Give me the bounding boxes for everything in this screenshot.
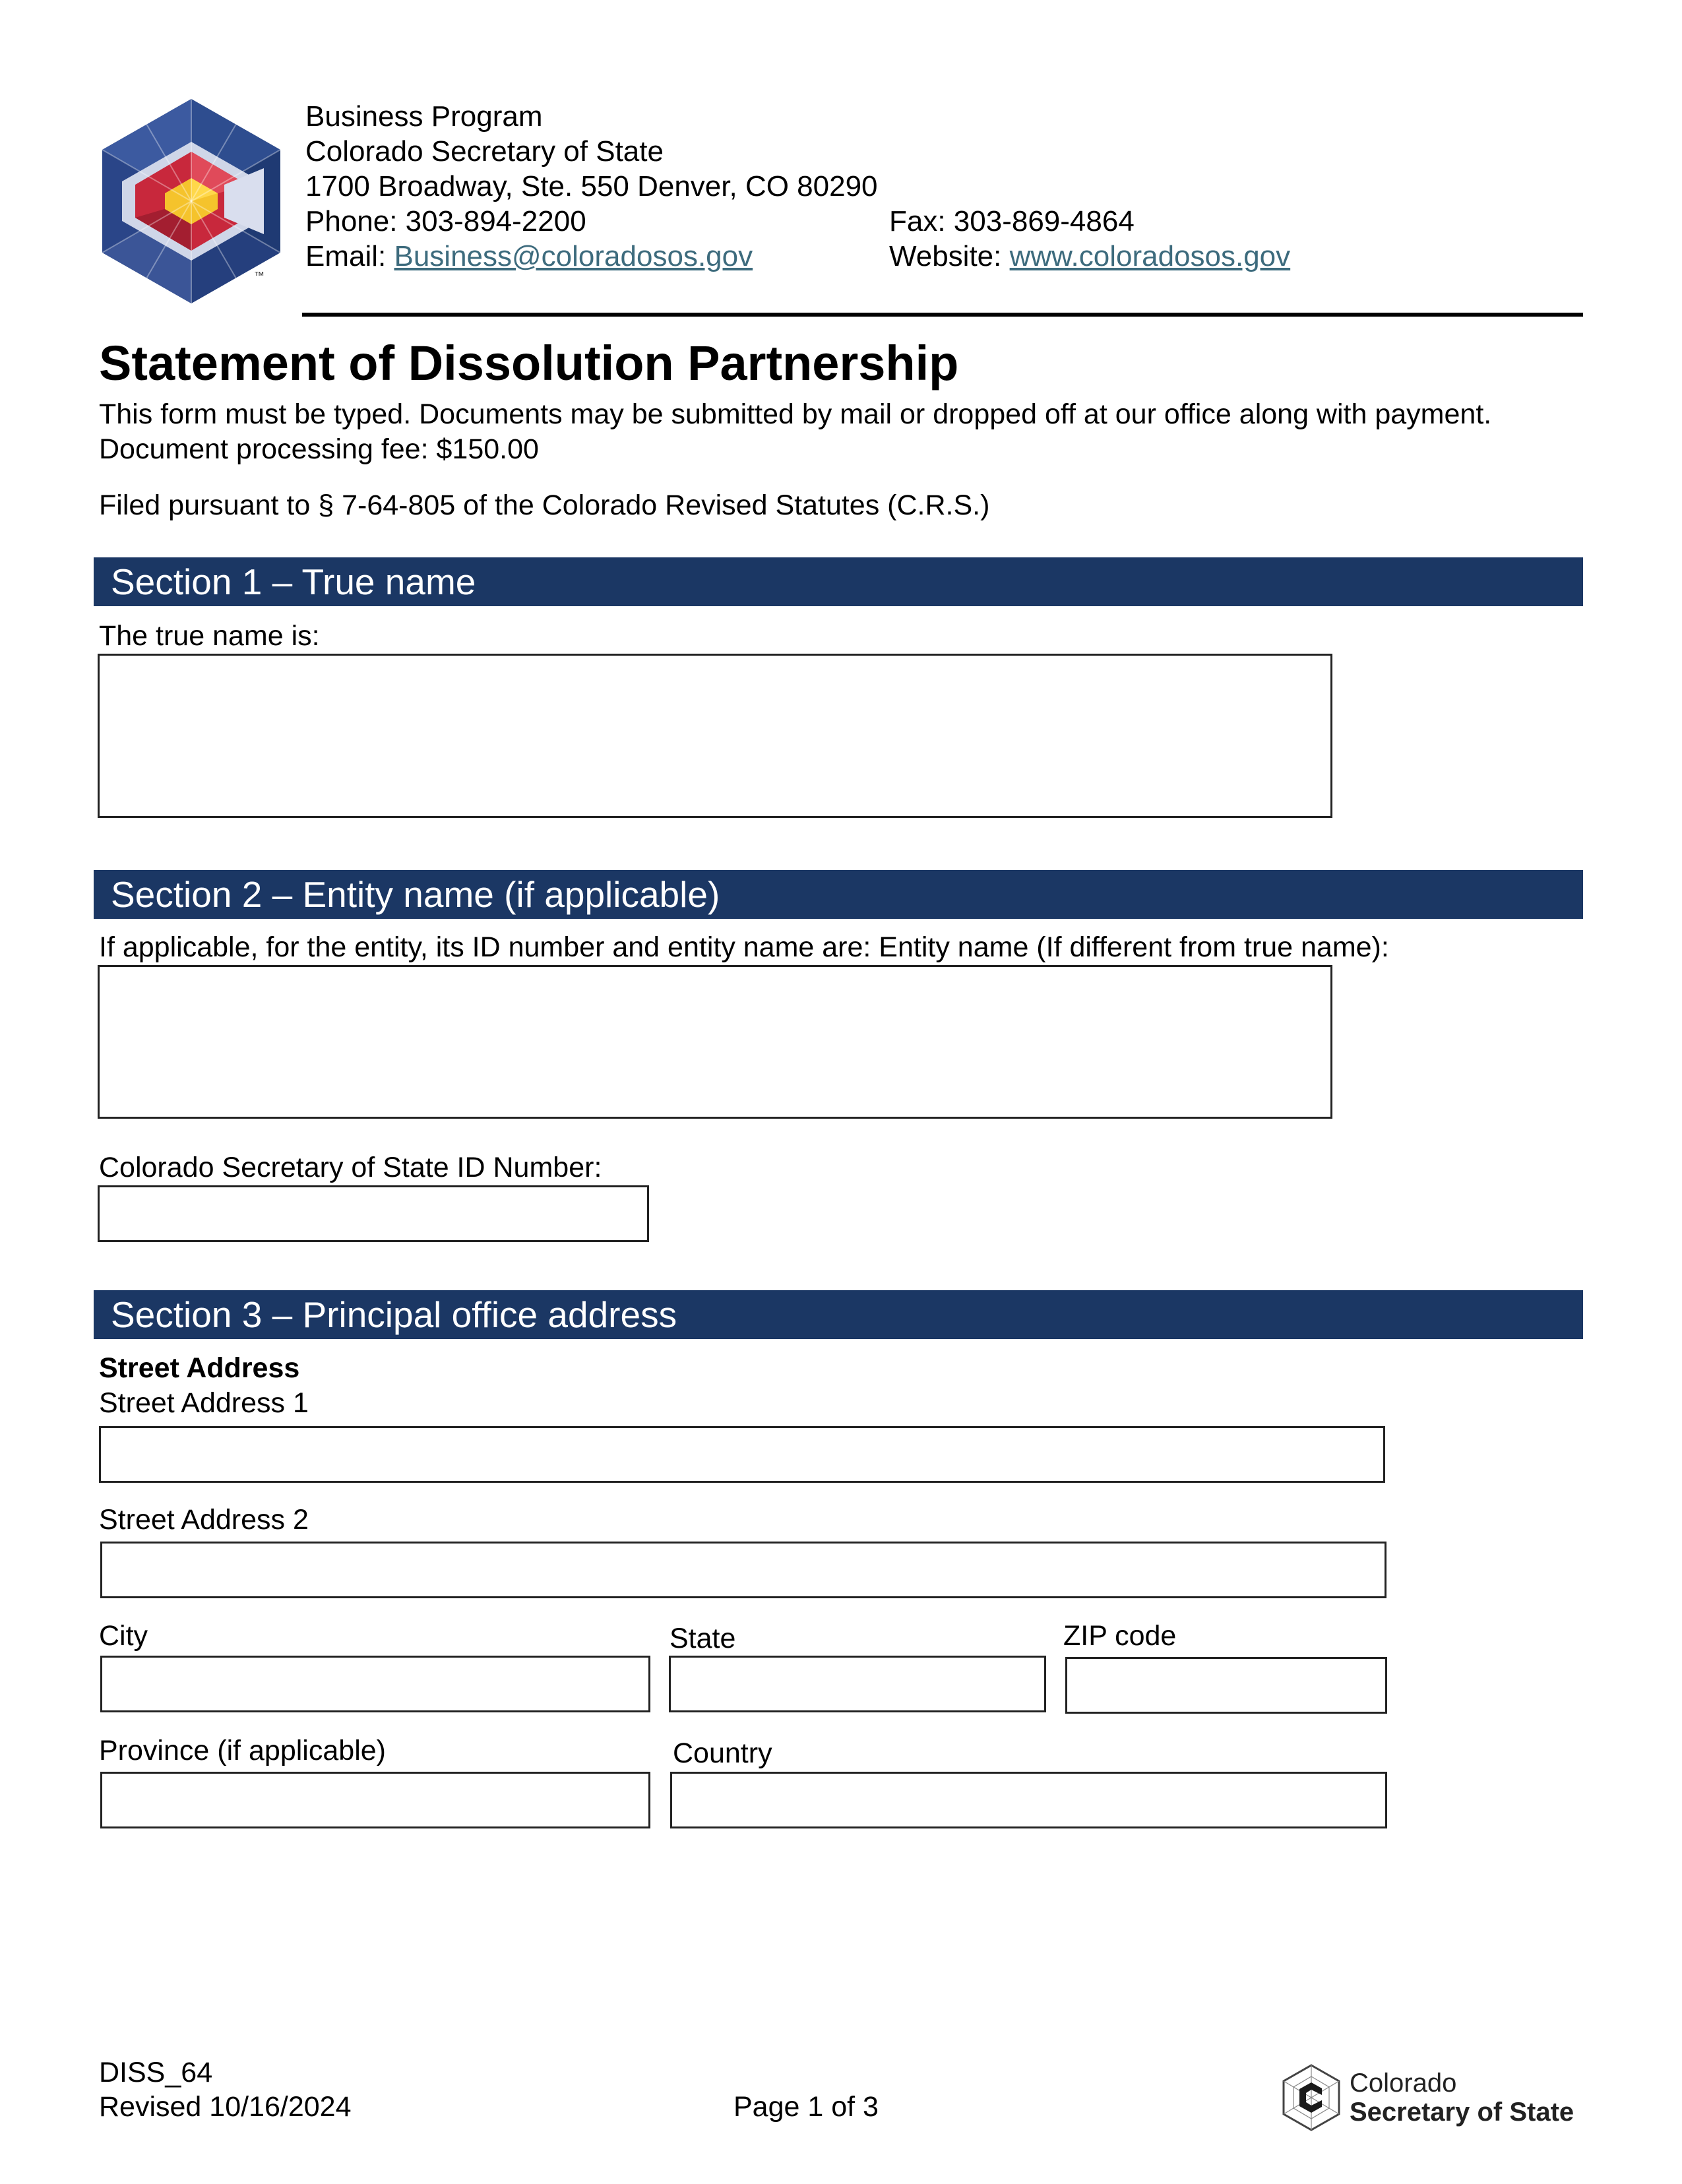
sos-id-field[interactable] — [98, 1185, 649, 1242]
province-field[interactable] — [100, 1772, 650, 1828]
footer-brand-sos: Secretary of State — [1350, 2098, 1574, 2127]
form-code: DISS_64 — [99, 2057, 213, 2088]
statute-text: Filed pursuant to § 7-64-805 of the Colorado Revised Statutes (C.R.S.) — [99, 489, 990, 521]
email-label: Email: — [305, 240, 394, 272]
page-title: Statement of Dissolution Partnership — [99, 336, 959, 390]
sos-id-label: Colorado Secretary of State ID Number: — [99, 1152, 602, 1183]
zip-field[interactable] — [1065, 1657, 1387, 1714]
header-website — [889, 239, 1290, 274]
true-name-label: The true name is: — [99, 620, 320, 652]
website-link[interactable]: www.coloradosos.gov — [1009, 240, 1291, 272]
header-address: 1700 Broadway, Ste. 550 Denver, CO 80290 — [305, 170, 878, 203]
true-name-field[interactable] — [98, 654, 1332, 818]
entity-name-field[interactable] — [98, 965, 1332, 1119]
street-address-1-field[interactable] — [99, 1426, 1385, 1483]
province-label: Province (if applicable) — [99, 1735, 386, 1766]
header-divider — [302, 313, 1583, 317]
state-label: State — [670, 1623, 736, 1654]
section-2-header: Section 2 – Entity name (if applicable) — [94, 870, 1583, 919]
trademark-mark: ™ — [254, 270, 265, 282]
street-address-2-label: Street Address 2 — [99, 1504, 309, 1536]
section-1-header: Section 1 – True name — [94, 557, 1583, 606]
website-label: Website: — [889, 240, 1010, 272]
revised-date: Revised 10/16/2024 — [99, 2091, 352, 2123]
header-office: Colorado Secretary of State — [305, 135, 664, 168]
street-address-heading: Street Address — [99, 1352, 300, 1384]
street-address-2-field[interactable] — [100, 1542, 1386, 1598]
page-number: Page 1 of 3 — [733, 2091, 879, 2123]
header-email — [305, 239, 753, 274]
street-address-1-label: Street Address 1 — [99, 1387, 309, 1419]
state-field[interactable] — [669, 1656, 1046, 1712]
country-label: Country — [673, 1737, 772, 1769]
section-3-header: Section 3 – Principal office address — [94, 1290, 1583, 1339]
zip-label: ZIP code — [1063, 1620, 1177, 1652]
city-label: City — [99, 1620, 148, 1652]
entity-name-label: If applicable, for the entity, its ID number and entity name are: Entity name (If different from true name): — [99, 931, 1389, 963]
intro-text: This form must be typed. Documents may be submitted by mail or dropped off at our office along with payment. Document processing fee: $150.00 — [99, 398, 1492, 465]
header-phone: Phone: 303-894-2200 — [305, 205, 586, 237]
colorado-sos-hexagon-c-icon — [1281, 2063, 1342, 2132]
header-program: Business Program — [305, 100, 543, 133]
country-field[interactable] — [670, 1772, 1387, 1828]
email-link[interactable]: Business@coloradosos.gov — [394, 240, 753, 272]
city-field[interactable] — [100, 1656, 650, 1712]
footer-brand-colorado: Colorado — [1350, 2069, 1457, 2098]
header-fax: Fax: 303-869-4864 — [889, 205, 1135, 237]
